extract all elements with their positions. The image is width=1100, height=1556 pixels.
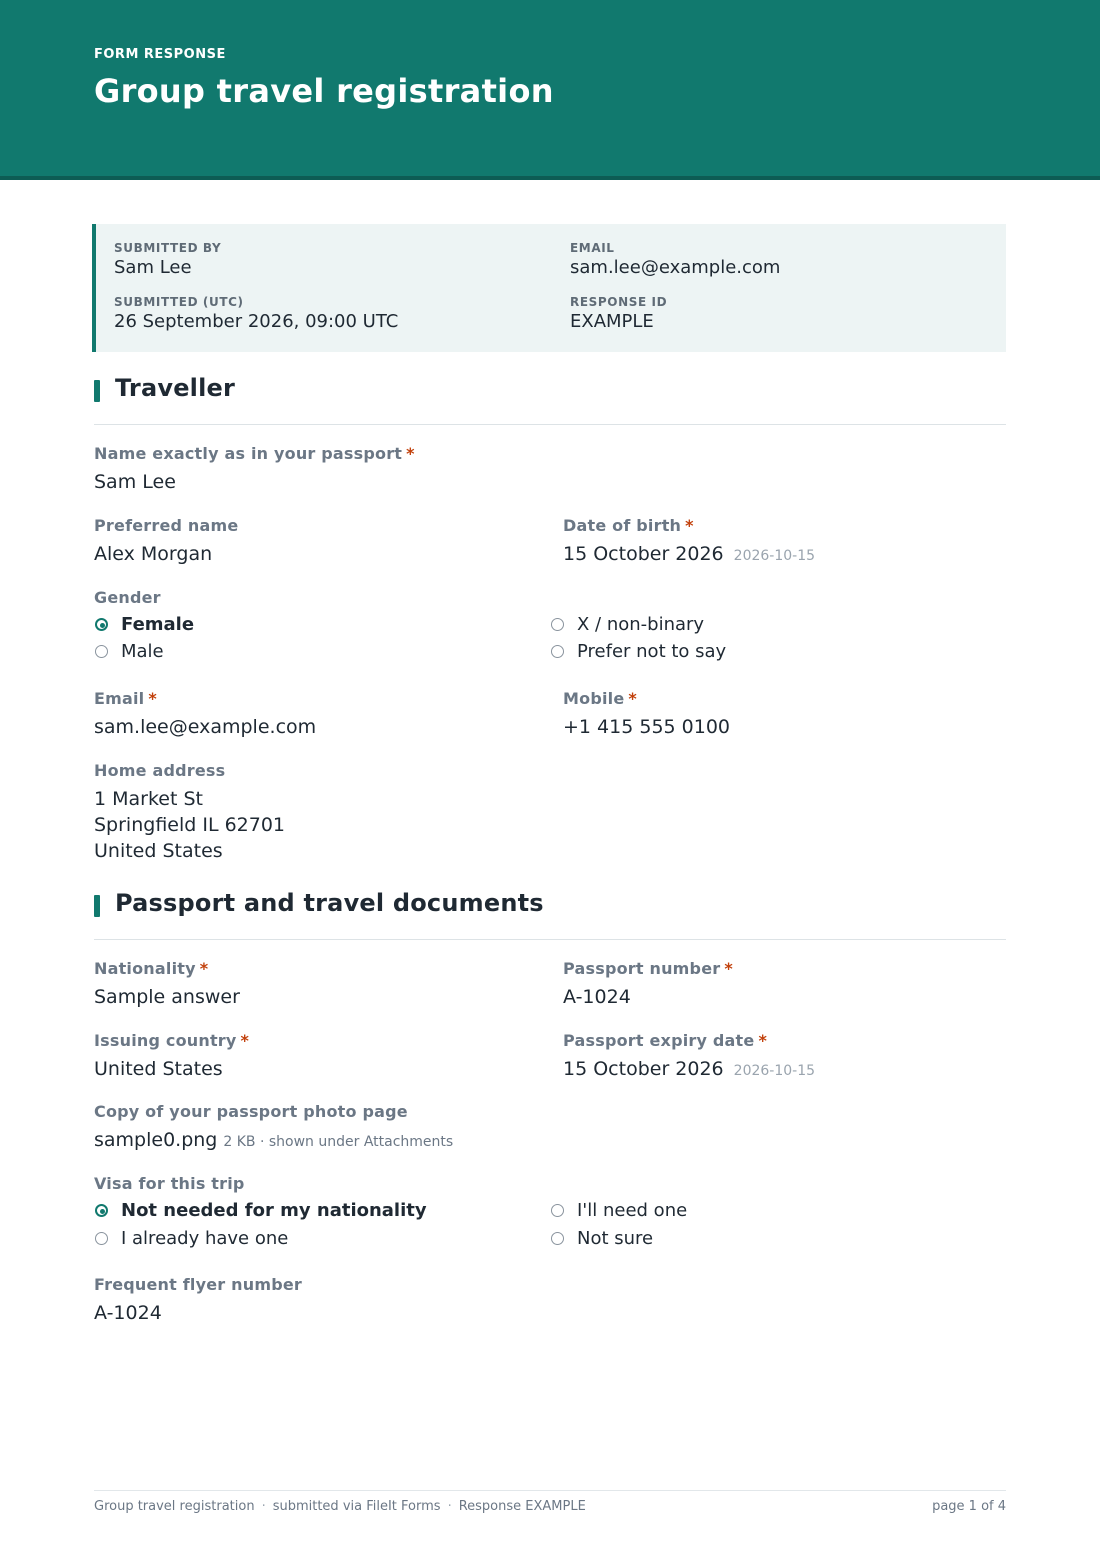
- field-label: Gender: [94, 588, 161, 607]
- radio-label: Not sure: [577, 1228, 654, 1249]
- section-title: Passport and travel documents: [115, 889, 544, 917]
- radio-empty-icon: [95, 645, 108, 658]
- footer-response: Response EXAMPLE: [458, 1499, 586, 1514]
- field-label: Name exactly as in your passport *: [94, 444, 415, 463]
- required-marker: *: [724, 959, 733, 978]
- required-marker: *: [240, 1031, 250, 1050]
- field-label: Visa for this trip: [94, 1174, 245, 1193]
- field-label: Home address: [94, 761, 226, 780]
- radio-label: Female: [121, 614, 195, 635]
- required-marker: *: [628, 689, 637, 708]
- field-issuing-country: [94, 1030, 249, 1082]
- field-passport-name: [94, 443, 415, 495]
- required-marker: *: [685, 516, 694, 535]
- section-title: Traveller: [115, 374, 236, 402]
- radio-empty-icon: [551, 618, 564, 631]
- field-value: 15 October 2026 2026-10-15: [563, 1058, 816, 1080]
- field-value: United States: [94, 1058, 223, 1080]
- section-marker: [94, 380, 100, 402]
- field-gender-label: [94, 587, 161, 609]
- attachment-meta: 2 KB · shown under Attachments: [223, 1134, 454, 1150]
- field-value: 15 October 2026 2026-10-15: [563, 543, 816, 565]
- radio-empty-icon: [551, 1204, 564, 1217]
- section-traveller: [94, 374, 1006, 425]
- radio-selected-icon: [95, 618, 108, 631]
- footer-separator: ·: [261, 1499, 266, 1514]
- radio-label: Prefer not to say: [577, 641, 727, 662]
- field-label: Issuing country *: [94, 1031, 250, 1050]
- response-id-label: RESPONSE ID: [570, 295, 668, 309]
- field-passport-expiry: [563, 1030, 815, 1084]
- submitted-by-label: SUBMITTED BY: [114, 241, 222, 255]
- radio-label: Male: [121, 641, 164, 662]
- radio-empty-icon: [95, 1232, 108, 1245]
- field-label: Nationality *: [94, 959, 209, 978]
- footer-separator: ·: [447, 1499, 452, 1514]
- field-frequent-flyer: [94, 1274, 302, 1326]
- iso-date: 2026-10-15: [733, 548, 816, 564]
- field-value: Sam Lee: [94, 471, 176, 493]
- field-home-address: [94, 760, 285, 864]
- submitted-by: [114, 240, 221, 280]
- submitted-by-value: Sam Lee: [114, 257, 192, 278]
- submission-meta: [92, 224, 1006, 352]
- form-response-eyebrow: FORM RESPONSE: [94, 47, 226, 62]
- address-block: [94, 786, 285, 864]
- field-mobile: [563, 688, 730, 740]
- submitted-utc: [114, 294, 398, 334]
- footer-info: [94, 1499, 586, 1514]
- email-label: EMAIL: [570, 241, 615, 255]
- required-marker: *: [148, 689, 157, 708]
- radio-empty-icon: [551, 1232, 564, 1245]
- field-value: +1 415 555 0100: [563, 716, 731, 738]
- radio-empty-icon: [551, 645, 564, 658]
- field-label: Frequent flyer number: [94, 1275, 302, 1294]
- field-date-of-birth: [563, 515, 815, 569]
- field-value: [94, 1127, 453, 1155]
- attachment-filename[interactable]: sample0.png: [94, 1129, 218, 1151]
- field-value: Alex Morgan: [94, 543, 213, 565]
- footer-form-name: Group travel registration: [94, 1499, 255, 1514]
- radio-label: I'll need one: [577, 1200, 688, 1221]
- field-nationality: [94, 958, 240, 1010]
- iso-date: 2026-10-15: [733, 1063, 816, 1079]
- address-line: Springfield IL 62701: [94, 814, 286, 836]
- email-value: sam.lee@example.com: [570, 257, 781, 278]
- page-number: page 1 of 4: [932, 1499, 1006, 1514]
- radio-selected-icon: [95, 1204, 108, 1217]
- submitted-utc-value: 26 September 2026, 09:00 UTC: [114, 311, 399, 332]
- field-label: Preferred name: [94, 516, 239, 535]
- required-marker: *: [406, 444, 415, 463]
- field-value: sam.lee@example.com: [94, 716, 317, 738]
- field-label: Date of birth *: [563, 516, 694, 535]
- field-value: A-1024: [94, 1302, 162, 1324]
- field-label: Email *: [94, 689, 157, 708]
- field-label: Copy of your passport photo page: [94, 1102, 408, 1121]
- submitted-utc-label: SUBMITTED (UTC): [114, 295, 244, 309]
- response-id-value: EXAMPLE: [570, 311, 654, 332]
- radio-label: X / non-binary: [577, 614, 705, 635]
- field-value: A-1024: [563, 986, 631, 1008]
- submitter-email: [570, 240, 780, 280]
- page-header: [0, 0, 1100, 180]
- radio-label: I already have one: [121, 1228, 289, 1249]
- page-footer: [94, 1490, 1006, 1514]
- footer-via: submitted via FileIt Forms: [272, 1499, 441, 1514]
- field-preferred-name: [94, 515, 238, 567]
- section-marker: [94, 895, 100, 917]
- required-marker: *: [758, 1031, 768, 1050]
- required-marker: *: [199, 959, 209, 978]
- address-line: 1 Market St: [94, 788, 203, 810]
- field-label: Passport expiry date *: [563, 1031, 768, 1050]
- address-line: United States: [94, 840, 223, 862]
- field-value: Sample answer: [94, 986, 240, 1008]
- field-label: Passport number *: [563, 959, 733, 978]
- field-visa-label: [94, 1173, 245, 1195]
- field-email: [94, 688, 316, 740]
- response-id: [570, 294, 667, 334]
- field-passport-photo: [94, 1101, 453, 1155]
- radio-label: Not needed for my nationality: [121, 1200, 427, 1221]
- section-passport: [94, 889, 1006, 940]
- field-label: Mobile *: [563, 689, 637, 708]
- page-title: Group travel registration: [94, 72, 554, 110]
- field-passport-number: [563, 958, 733, 1010]
